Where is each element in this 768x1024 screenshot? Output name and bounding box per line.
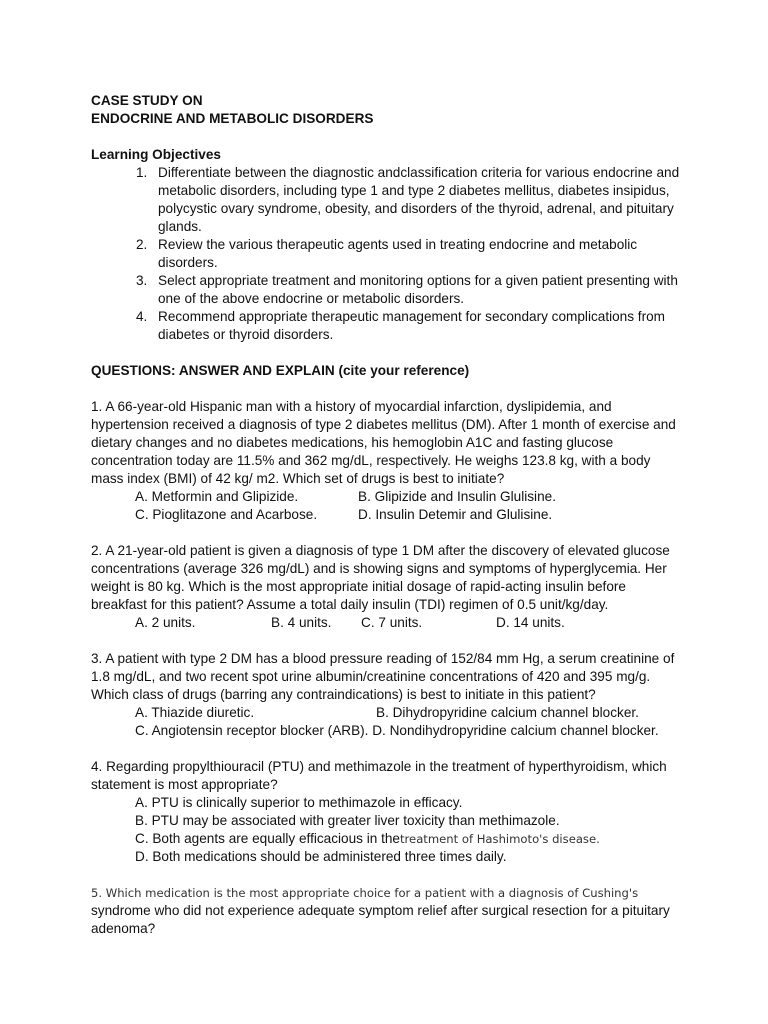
q2-option-a: A. 2 units. xyxy=(135,615,196,630)
q1-option-c: C. Pioglitazone and Acarbose. xyxy=(135,507,318,522)
question-3-options xyxy=(91,704,681,740)
title-line-2: ENDOCRINE AND METABOLIC DISORDERS xyxy=(91,111,374,126)
document-body xyxy=(91,92,681,938)
objective-item xyxy=(91,272,681,308)
q4-option-a: A. PTU is clinically superior to methimazole in efficacy. xyxy=(135,795,463,810)
objective-item xyxy=(91,236,681,272)
questions-heading: QUESTIONS: ANSWER AND EXPLAIN (cite your reference) xyxy=(91,363,470,378)
objective-number: 3. xyxy=(136,273,148,288)
q4-option-c-alt: treatment of Hashimoto's disease. xyxy=(400,832,600,846)
q4-option-d: D. Both medications should be administered three times daily. xyxy=(135,849,507,864)
question-5-stem xyxy=(91,884,681,938)
q5-stem-first-line: 5. Which medication is the most appropriate choice for a patient with a diagnosis of Cushing's xyxy=(91,886,639,900)
question-4-stem: 4. Regarding propylthiouracil (PTU) and methimazole in the treatment of hyperthyroidism, which statement is most appropriate? xyxy=(91,759,667,792)
q1-option-d: D. Insulin Detemir and Glulisine. xyxy=(358,507,553,522)
question-3-stem: 3. A patient with type 2 DM has a blood pressure reading of 152/84 mm Hg, a serum creatinine of 1.8 mg/dL, and two recent spot urine albumin/creatinine concentrations of 420 and 395 mg/g. Which class of drugs (barring any contraindications) is best to initiate in this patient? xyxy=(91,651,675,702)
q3-option-b: B. Dihydropyridine calcium channel blocker. xyxy=(376,705,639,720)
q1-option-a: A. Metformin and Glipizide. xyxy=(135,489,299,504)
q2-option-b: B. 4 units. xyxy=(271,615,332,630)
objectives-list xyxy=(91,164,681,344)
question-2-stem: 2. A 21-year-old patient is given a diagnosis of type 1 DM after the discovery of elevated glucose concentrations (average 326 mg/dL) and is showing signs and symptoms of hyperglycemia. Her weight is 80 kg. Which is the most appropriate initial dosage of rapid-acting insulin before breakfast for this patient? Assume a total daily insulin (TDI) regimen of 0.5 unit/kg/day. xyxy=(91,543,670,612)
q2-option-c: C. 7 units. xyxy=(361,615,423,630)
q2-option-d: D. 14 units. xyxy=(496,615,565,630)
objective-item xyxy=(91,308,681,344)
q3-option-a: A. Thiazide diuretic. xyxy=(135,705,255,720)
objectives-heading: Learning Objectives xyxy=(91,147,221,162)
objective-number: 4. xyxy=(136,309,148,324)
question-1-options xyxy=(91,488,681,524)
question-4-options xyxy=(91,794,681,866)
q3-option-c-d: C. Angiotensin receptor blocker (ARB). D. Nondihydropyridine calcium channel blocker. xyxy=(135,723,659,738)
objective-text: Select appropriate treatment and monitoring options for a given patient presenting with one of the above endocrine or metabolic disorders. xyxy=(158,273,678,306)
title-line-1: CASE STUDY ON xyxy=(91,93,203,108)
q4-option-c-main: C. Both agents are equally efficacious in the xyxy=(135,831,400,846)
objective-text: Differentiate between the diagnostic andclassification criteria for various endocrine and metabolic disorders, including type 1 and type 2 diabetes mellitus, diabetes insipidus, polycystic ovary syndrome, obesity, and disorders of the thyroid, adrenal, and pituitary glands. xyxy=(158,165,680,234)
objective-number: 2. xyxy=(136,237,148,252)
objective-item xyxy=(91,164,681,236)
q1-option-b: B. Glipizide and Insulin Glulisine. xyxy=(358,489,556,504)
question-1-stem: 1. A 66-year-old Hispanic man with a history of myocardial infarction, dyslipidemia, and hypertension received a diagnosis of type 2 diabetes mellitus (DM). After 1 month of exercise and dietary changes and no diabetes medications, his hemoglobin A1C and fasting glucose concentration today are 11.5% and 362 mg/dL, respectively. He weighs 123.8 kg, with a body mass index (BMI) of 42 kg/ m2. Which set of drugs is best to initiate? xyxy=(91,399,676,486)
q5-stem-rest: syndrome who did not experience adequate symptom relief after surgical resection for a pituitary adenoma? xyxy=(91,903,670,936)
q4-option-b: B. PTU may be associated with greater liver toxicity than methimazole. xyxy=(135,813,560,828)
objective-text: Review the various therapeutic agents used in treating endocrine and metabolic disorders. xyxy=(158,237,638,270)
question-2-options xyxy=(91,614,681,632)
q4-option-c xyxy=(135,830,681,848)
objective-number: 1. xyxy=(136,165,148,180)
objective-text: Recommend appropriate therapeutic management for secondary complications from diabetes or thyroid disorders. xyxy=(158,309,665,342)
